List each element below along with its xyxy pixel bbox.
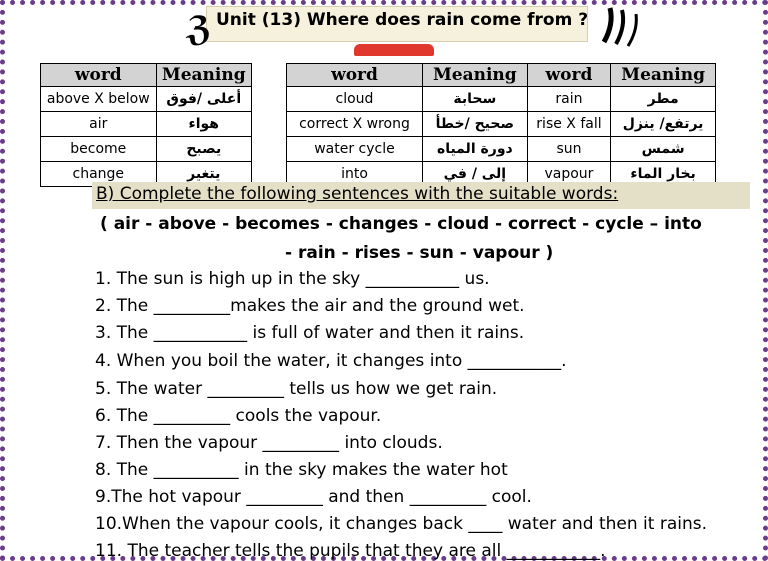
sentence-7: 7. Then the vapour _________ into clouds.: [95, 433, 443, 453]
word-cell: correct X wrong: [287, 112, 423, 137]
meaning-cell: إلى / في: [422, 162, 527, 187]
word-cell: sun: [527, 137, 611, 162]
swoosh-right-icon: [600, 6, 644, 48]
word-cell: rain: [527, 87, 611, 112]
word-cell: above X below: [41, 87, 157, 112]
meaning-cell: يصبح: [156, 137, 251, 162]
word-bank-line-2: - rain - rises - sun - vapour ): [285, 243, 554, 263]
word-cell: become: [41, 137, 157, 162]
sentence-3: 3. The ___________ is full of water and then it rains.: [95, 323, 525, 343]
title-decoration: [354, 44, 434, 56]
table-row: [41, 137, 252, 162]
sentence-9: 9.The hot vapour _________ and then _________ cool.: [95, 487, 532, 507]
meaning-cell: شمس: [611, 137, 716, 162]
header-meaning: Meaning: [156, 64, 251, 87]
sentence-8: 8. The __________ in the sky makes the water hot: [95, 460, 508, 480]
meaning-cell: يرتفع/ ينزل: [611, 112, 716, 137]
header-meaning: Meaning: [422, 64, 527, 87]
table-row: [287, 137, 716, 162]
page-title: Unit (13) Where does rain come from ?: [216, 10, 589, 30]
meaning-cell: أعلى /فوق: [156, 87, 251, 112]
meaning-cell: هواء: [156, 112, 251, 137]
word-cell: change: [41, 162, 157, 187]
sentence-1: 1. The sun is high up in the sky ___________ us.: [95, 269, 490, 289]
sentence-2: 2. The _________makes the air and the ground wet.: [95, 296, 525, 316]
swoosh-left-icon: ℨ: [186, 9, 212, 49]
meaning-cell: صحيح /خطأ: [422, 112, 527, 137]
sentence-10: 10.When the vapour cools, it changes back ____ water and then it rains.: [95, 514, 708, 534]
sentence-11: 11. The teacher tells the pupils that they are all ___________.: [95, 541, 606, 561]
table-row: [41, 112, 252, 137]
header-word: word: [287, 64, 423, 87]
word-cell: rise X fall: [527, 112, 611, 137]
table-row: [41, 87, 252, 112]
table-row: [287, 112, 716, 137]
sentence-5: 5. The water _________ tells us how we get rain.: [95, 379, 498, 399]
word-cell: water cycle: [287, 137, 423, 162]
word-bank-line-1: ( air - above - becomes - changes - cloud - correct - cycle – into: [100, 214, 702, 234]
section-heading: B) Complete the following sentences with the suitable words:: [96, 184, 619, 204]
sentence-6: 6. The _________ cools the vapour.: [95, 406, 382, 426]
header-word: word: [41, 64, 157, 87]
header-word: word: [527, 64, 611, 87]
header-meaning: Meaning: [611, 64, 716, 87]
word-cell: into: [287, 162, 423, 187]
meaning-cell: دورة المياه: [422, 137, 527, 162]
title-banner: [176, 4, 616, 58]
meaning-cell: مطر: [611, 87, 716, 112]
meaning-cell: يتغير: [156, 162, 251, 187]
word-cell: cloud: [287, 87, 423, 112]
section-heading-bar: [92, 182, 750, 209]
word-cell: vapour: [527, 162, 611, 187]
vocab-table-right: [286, 63, 716, 187]
meaning-cell: بخار الماء: [611, 162, 716, 187]
vocab-table-left: [40, 63, 252, 187]
sentence-4: 4. When you boil the water, it changes into ___________.: [95, 351, 567, 371]
word-cell: air: [41, 112, 157, 137]
meaning-cell: سحابة: [422, 87, 527, 112]
table-row: [287, 87, 716, 112]
